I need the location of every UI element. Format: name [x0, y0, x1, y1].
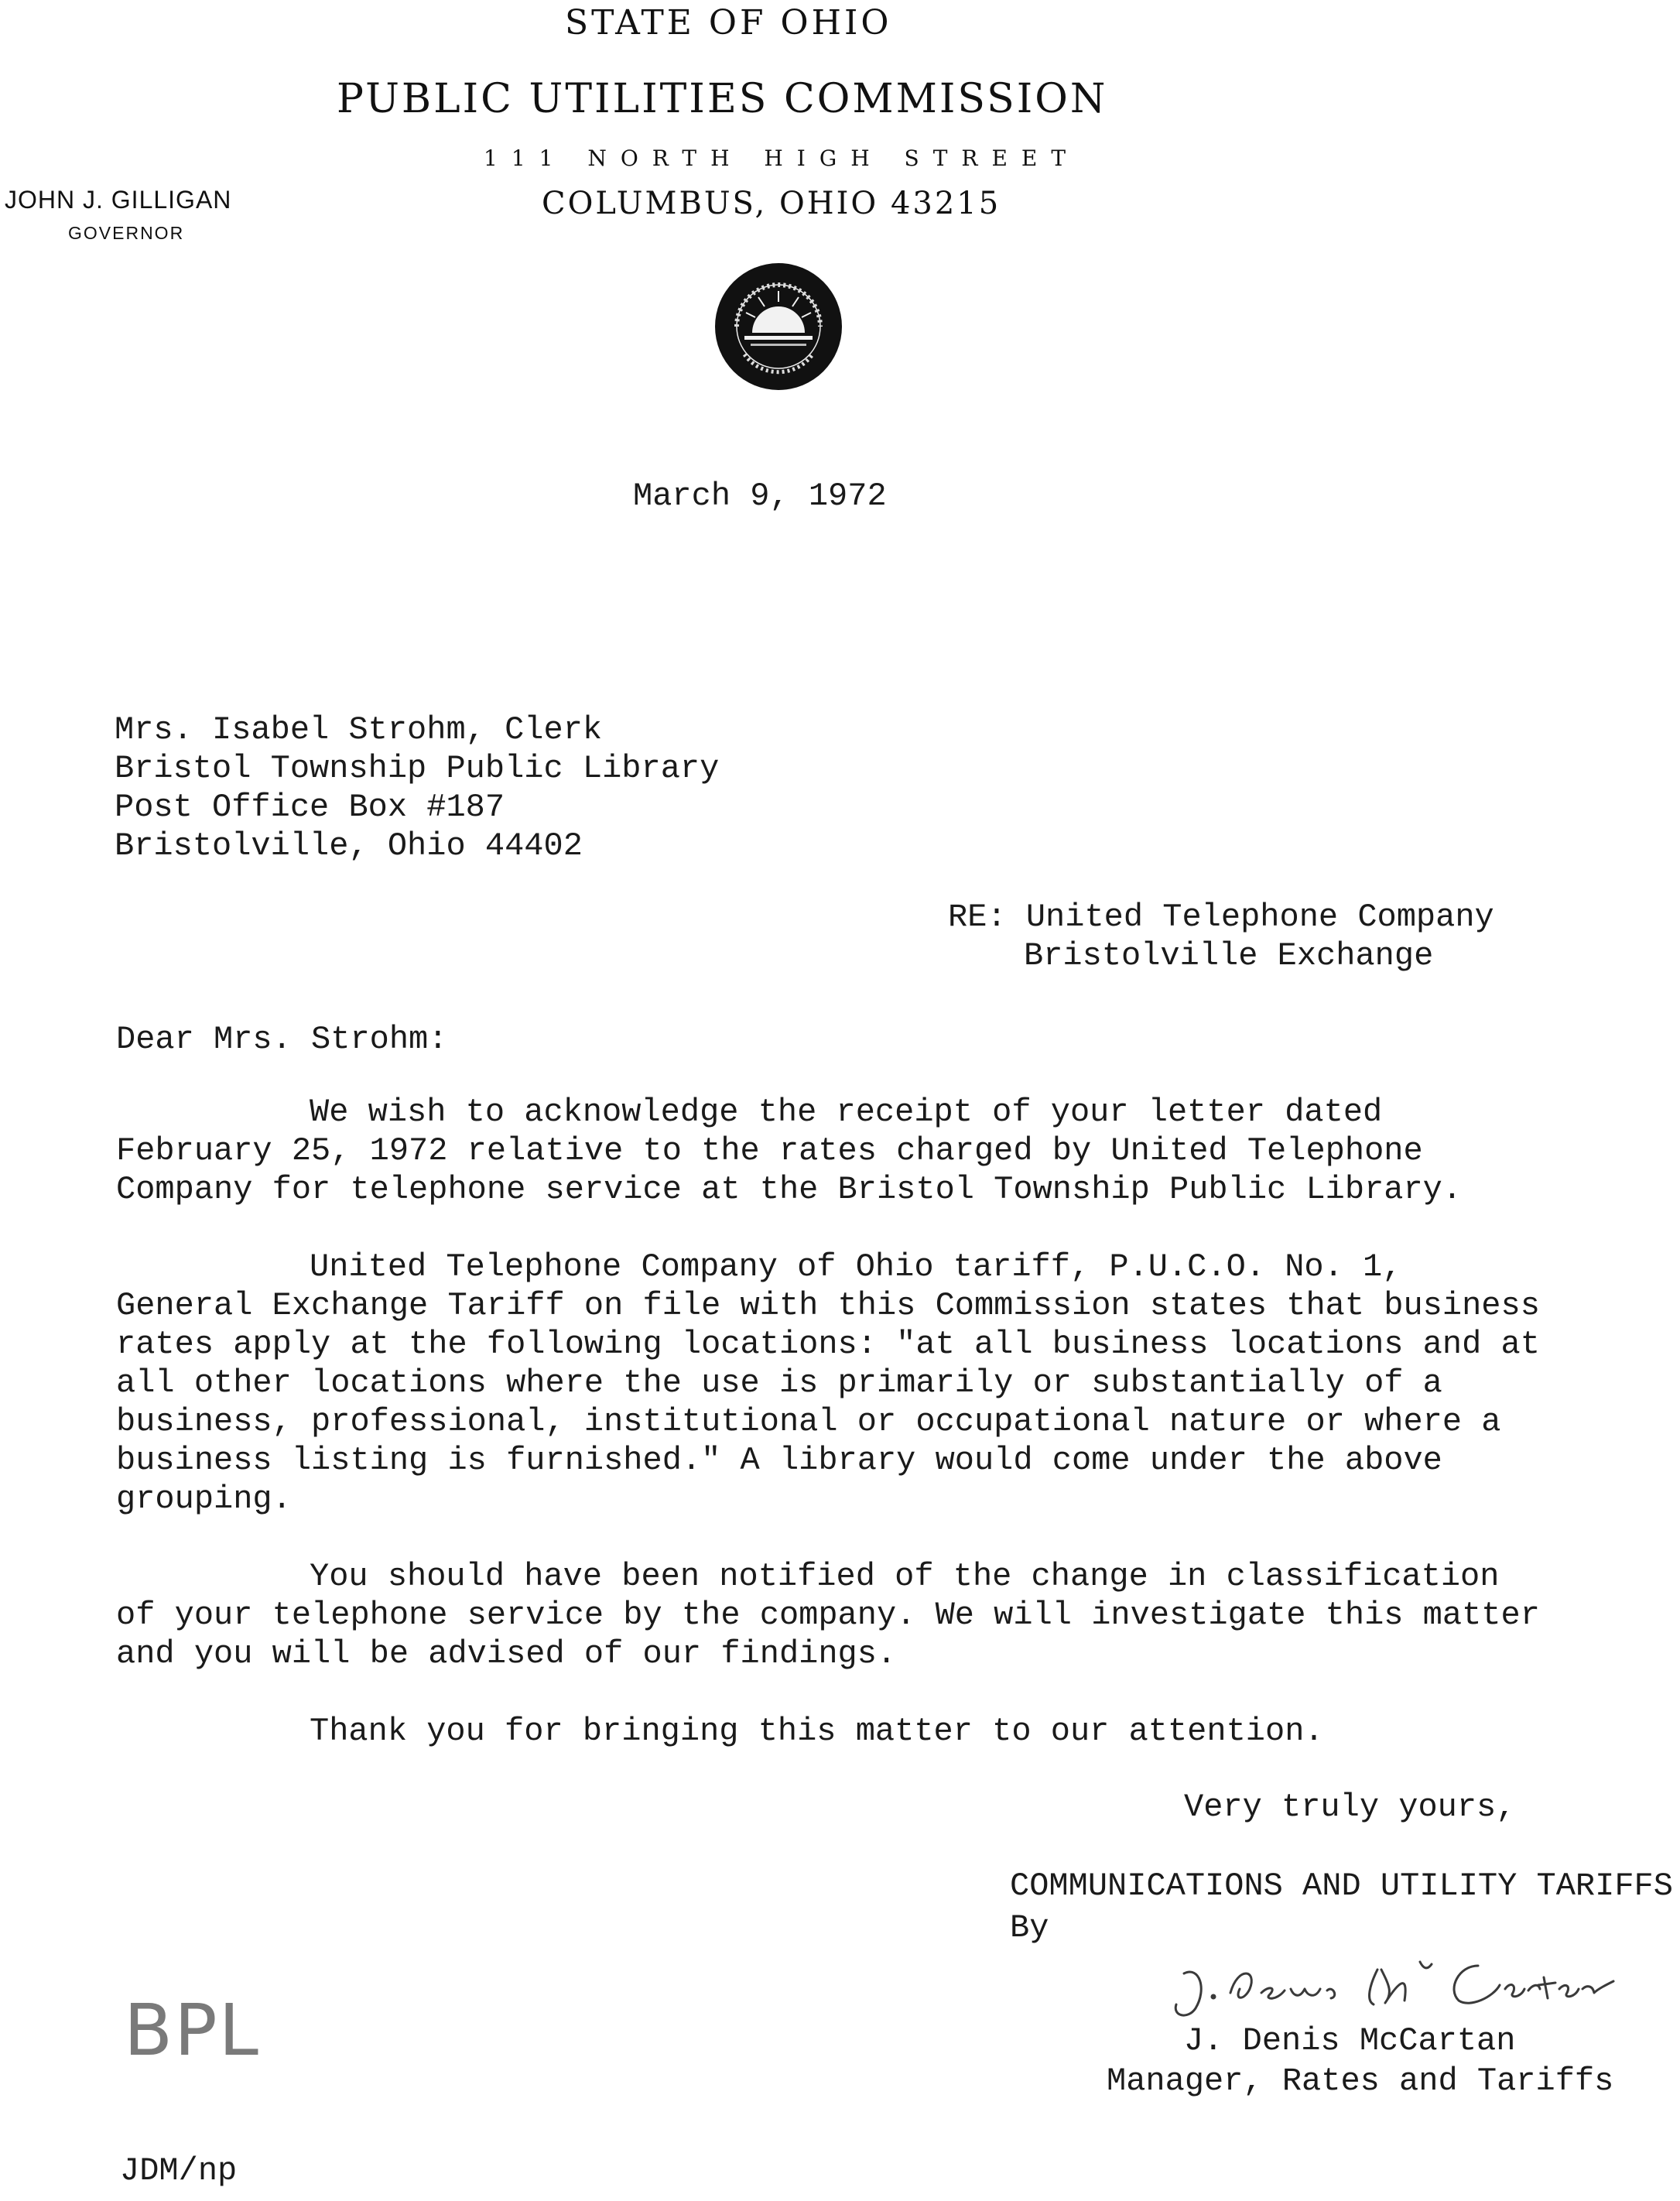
- recipient-line: Post Office Box #187: [115, 789, 505, 826]
- governor-name: JOHN J. GILLIGAN: [5, 186, 232, 214]
- signature-icon: [1153, 1943, 1617, 2028]
- paragraph-line: We wish to acknowledge the receipt of your letter dated: [310, 1094, 1383, 1131]
- letterhead-street: 111 NORTH HIGH STREET: [484, 145, 1080, 171]
- letterhead-commission: PUBLIC UTILITIES COMMISSION: [337, 76, 1108, 122]
- paragraph-line: Company for telephone service at the Bristol Township Public Library.: [116, 1171, 1463, 1208]
- signer-title: Manager, Rates and Tariffs: [1107, 2062, 1614, 2100]
- paragraph-line: of your telephone service by the company. We will investigate this matter: [116, 1597, 1540, 1634]
- paragraph-1: [116, 1093, 1462, 1209]
- typist-initials: JDM/np: [120, 2152, 238, 2189]
- paragraph-3: [116, 1557, 1540, 1673]
- paragraph-line: grouping.: [116, 1480, 292, 1518]
- recipient-line: Bristolville, Ohio 44402: [115, 827, 583, 864]
- letterhead-city: COLUMBUS, OHIO 43215: [542, 186, 1001, 221]
- paragraph-line: business listing is furnished." A library would come under the above: [116, 1442, 1442, 1479]
- recipient-line: Mrs. Isabel Strohm, Clerk: [115, 711, 603, 748]
- closing: Very truly yours,: [1184, 1789, 1516, 1826]
- by-label: By: [1010, 1909, 1049, 1946]
- signer-name: J. Denis McCartan: [1184, 2022, 1516, 2059]
- recipient-line: Bristol Township Public Library: [115, 750, 720, 787]
- subject-reference: [948, 898, 1494, 975]
- commission-seal-icon: [713, 262, 843, 392]
- governor-title: GOVERNOR: [68, 223, 185, 243]
- paragraph-2: [116, 1248, 1540, 1518]
- salutation: Dear Mrs. Strohm:: [116, 1021, 448, 1058]
- paragraph-line: all other locations where the use is primarily or substantially of a: [116, 1364, 1442, 1402]
- letterhead-state: STATE OF OHIO: [565, 3, 892, 43]
- re-line: Bristolville Exchange: [1024, 937, 1434, 974]
- letter-date: March 9, 1972: [633, 478, 887, 515]
- paragraph-4: Thank you for bringing this matter to our attention.: [310, 1713, 1324, 1750]
- paragraph-line: General Exchange Tariff on file with this Commission states that business: [116, 1287, 1540, 1324]
- paragraph-line: rates apply at the following locations: "at all business locations and at: [116, 1326, 1540, 1363]
- paragraph-line: You should have been notified of the change in classification: [310, 1558, 1500, 1595]
- re-line: United Telephone Company: [1025, 899, 1494, 936]
- paragraph-line: United Telephone Company of Ohio tariff, P.U.C.O. No. 1,: [310, 1248, 1402, 1285]
- paragraph-line: and you will be advised of our findings.: [116, 1635, 897, 1672]
- department: COMMUNICATIONS AND UTILITY TARIFFS: [1010, 1867, 1673, 1905]
- recipient-address: [115, 710, 719, 865]
- watermark: BPL: [124, 1989, 260, 2072]
- paragraph-line: February 25, 1972 relative to the rates charged by United Telephone: [116, 1132, 1423, 1169]
- re-label: RE:: [948, 899, 1007, 936]
- paragraph-line: business, professional, institutional or occupational nature or where a: [116, 1403, 1501, 1440]
